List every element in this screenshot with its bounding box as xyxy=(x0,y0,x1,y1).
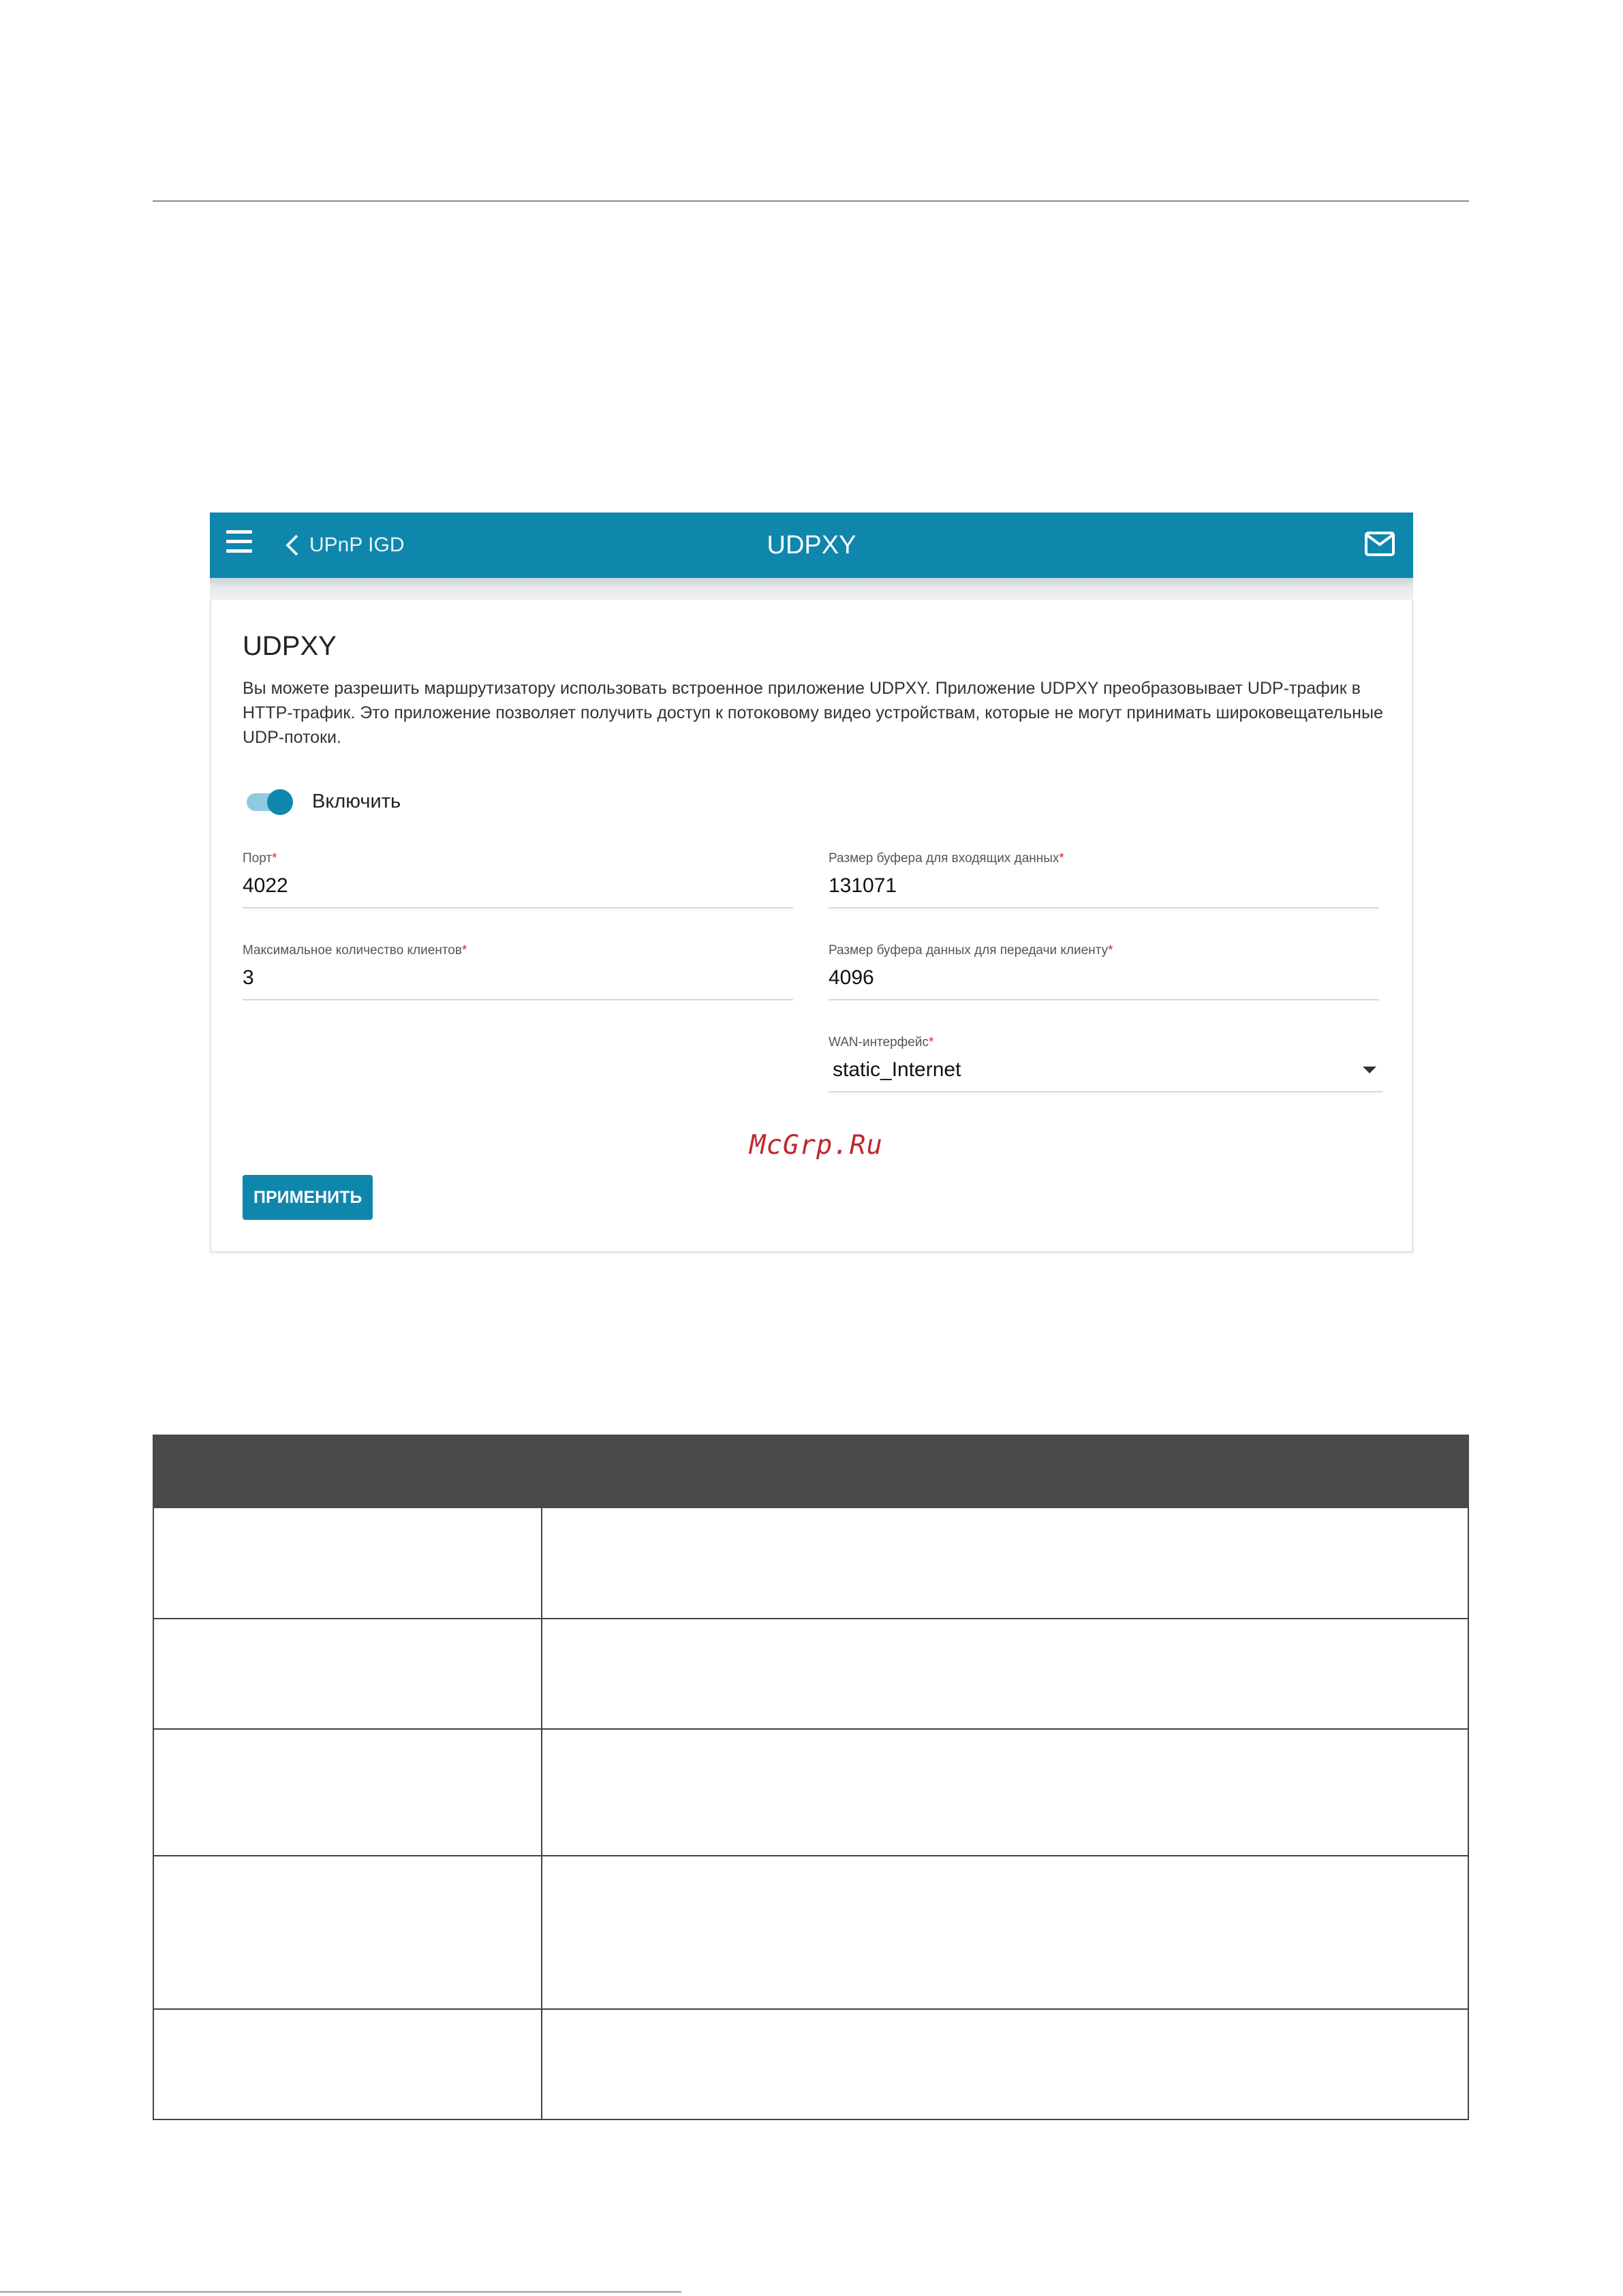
back-link-label: UPnP IGD xyxy=(309,534,405,556)
port-field xyxy=(243,851,793,908)
buffer-in-field xyxy=(829,851,1379,908)
max-clients-input[interactable] xyxy=(243,966,793,1000)
max-clients-field xyxy=(243,943,793,1000)
buffer-out-input[interactable] xyxy=(829,966,1379,1000)
udpxy-screenshot xyxy=(210,512,1413,1253)
back-link[interactable] xyxy=(283,527,405,563)
buffer-in-input[interactable] xyxy=(829,874,1379,908)
hamburger-icon[interactable] xyxy=(226,530,252,560)
toggle-track xyxy=(247,793,289,811)
required-mark: * xyxy=(1108,943,1113,958)
table-header-row xyxy=(153,1435,1468,1507)
buffer-out-label: Размер буфера данных для передачи клиенту xyxy=(829,943,1109,958)
table-row xyxy=(153,1619,1468,1729)
port-label: Порт xyxy=(243,851,273,866)
port-input[interactable] xyxy=(243,874,793,908)
mail-icon[interactable] xyxy=(1364,530,1395,557)
table-header xyxy=(153,1435,1468,1507)
buffer-out-field xyxy=(829,943,1379,1000)
watermark: McGrp.Ru xyxy=(749,1130,883,1161)
apply-button[interactable]: ПРИМЕНИТЬ xyxy=(243,1175,373,1220)
required-mark: * xyxy=(929,1035,934,1050)
table-row xyxy=(153,1507,1468,1619)
wan-interface-label: WAN-интерфейс xyxy=(829,1035,929,1050)
parameters-table xyxy=(153,1435,1469,2120)
table-row xyxy=(153,1729,1468,1856)
required-mark: * xyxy=(272,851,277,866)
panel-title: UDPXY xyxy=(243,631,337,661)
table-row xyxy=(153,1856,1468,2009)
top-bar-shadow xyxy=(210,578,1413,601)
udpxy-panel xyxy=(210,600,1413,1253)
page-bottom-rule xyxy=(0,2291,681,2293)
wan-interface-field xyxy=(829,1035,1379,1092)
toggle-knob xyxy=(267,789,293,815)
page-top-rule xyxy=(153,200,1469,202)
required-mark: * xyxy=(461,943,467,958)
caret-down-icon xyxy=(1363,1067,1376,1073)
enable-toggle[interactable] xyxy=(247,791,401,813)
wan-interface-select[interactable] xyxy=(829,1058,1383,1092)
enable-label: Включить xyxy=(312,791,401,812)
wan-interface-value: static_Internet xyxy=(833,1058,961,1081)
chevron-left-icon xyxy=(283,533,301,557)
panel-description: Вы можете разрешить маршрутизатору использовать встроенное приложение UDPXY. Приложение UDPXY преобразовывает UDP-трафик в HTTP-трафик. Это приложение позволяет получить доступ к потоковому видео устройствам, которые не могут принимать широковещательные UDP-потоки. xyxy=(243,679,1383,747)
required-mark: * xyxy=(1059,851,1064,866)
page-title: UDPXY xyxy=(767,531,856,560)
max-clients-label: Максимальное количество клиентов xyxy=(243,943,462,958)
table-row xyxy=(153,2009,1468,2119)
top-bar xyxy=(210,512,1413,578)
buffer-in-label: Размер буфера для входящих данных xyxy=(829,851,1060,866)
